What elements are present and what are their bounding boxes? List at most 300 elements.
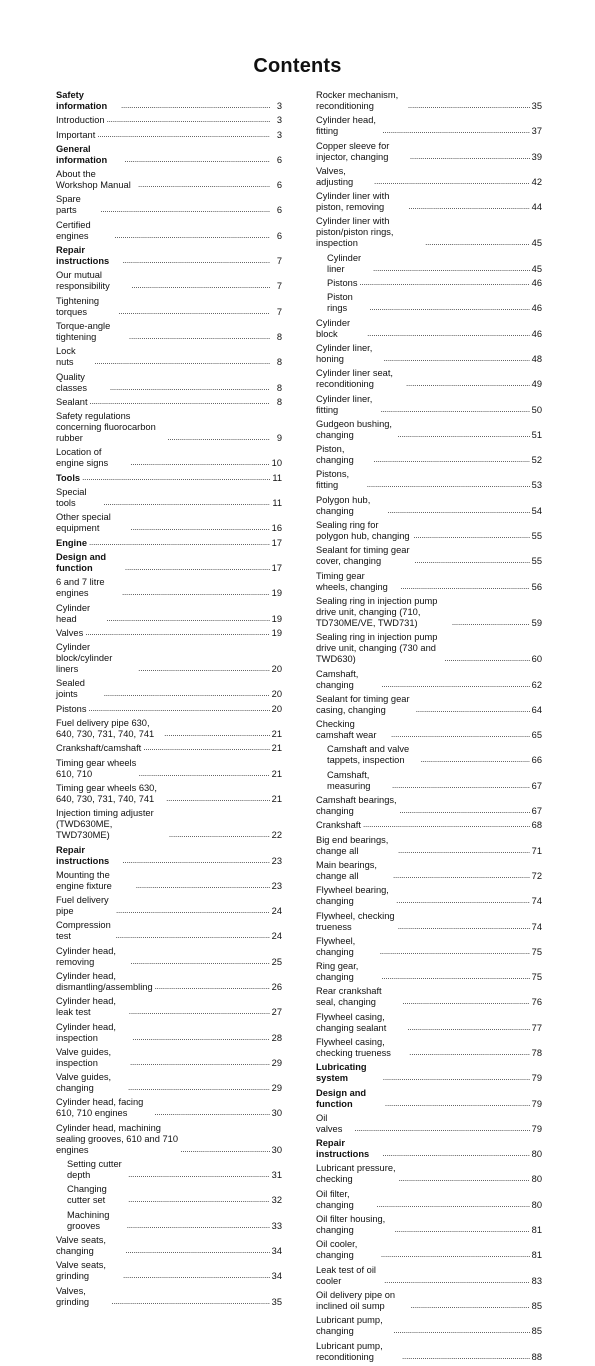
toc-entry-page: 21: [271, 768, 282, 779]
toc-entry[interactable]: [56, 397, 282, 408]
toc-entry-page: 65: [531, 730, 542, 741]
dot-leader: [155, 981, 270, 992]
toc-entry-label: Cylinder liner, honing: [316, 342, 373, 364]
toc-entry[interactable]: [316, 1113, 542, 1135]
toc-entry[interactable]: [316, 216, 542, 249]
toc-entry[interactable]: [316, 596, 542, 629]
toc-entry[interactable]: [56, 996, 282, 1018]
dot-leader: [381, 971, 529, 982]
toc-entry[interactable]: [316, 343, 542, 365]
toc-entry[interactable]: [56, 1072, 282, 1094]
toc-entry[interactable]: [56, 473, 282, 484]
dot-leader: [367, 479, 530, 490]
toc-entry-label: Sealant for timing gear casing, changing: [316, 693, 410, 715]
toc-entry-label: Fuel delivery pipe 630, 640, 730, 731, 740, 741: [56, 718, 155, 740]
toc-entry[interactable]: [316, 419, 542, 441]
toc-entry-page: 68: [531, 820, 542, 831]
toc-entry-page: 21: [271, 743, 282, 754]
toc-entry-page: 80: [531, 1199, 542, 1210]
toc-entry-label: Big end bearings, change all: [316, 834, 389, 856]
toc-entry-label: Design and function: [316, 1087, 367, 1109]
dot-leader: [381, 1249, 530, 1260]
dot-leader: [398, 921, 530, 932]
toc-entry-label: Oil filter housing, changing: [316, 1214, 386, 1236]
toc-entry-label: Crankshaft/camshaft: [56, 743, 142, 754]
toc-entry-page: 6: [276, 205, 282, 216]
toc-entry[interactable]: [56, 130, 282, 141]
toc-entry-page: 48: [531, 353, 542, 364]
toc-entry[interactable]: [316, 820, 542, 831]
toc-entry-page: 77: [531, 1022, 542, 1033]
toc-entry[interactable]: [316, 1189, 542, 1211]
toc-entry[interactable]: [316, 1012, 542, 1034]
toc-entry[interactable]: [316, 545, 542, 567]
toc-entry-label: Oil valves: [316, 1112, 343, 1134]
toc-entry[interactable]: [316, 936, 542, 958]
toc-entry-label: Ring gear, changing: [316, 961, 359, 983]
toc-entry[interactable]: [316, 520, 542, 542]
dot-leader: [129, 331, 270, 342]
dot-leader: [384, 353, 530, 364]
dot-leader: [138, 179, 270, 190]
toc-entry-label: Polygon hub, changing: [316, 494, 371, 516]
toc-entry-page: 11: [272, 498, 282, 509]
toc-entry[interactable]: [56, 603, 282, 625]
dot-leader: [393, 1325, 529, 1336]
toc-entry[interactable]: [56, 512, 282, 534]
toc-entry[interactable]: [56, 920, 282, 942]
toc-entry-page: 8: [276, 382, 282, 393]
toc-entry[interactable]: [56, 946, 282, 968]
toc-entry-label: Other special equipment: [56, 512, 111, 534]
toc-entry-label: Oil delivery pipe on inclined oil sump: [316, 1289, 396, 1311]
toc-entry[interactable]: [56, 169, 282, 191]
toc-entry-label: Spare parts: [56, 194, 81, 216]
toc-entry-label: Safety regulations concerning fluorocarbon rubber: [56, 411, 156, 444]
toc-entry[interactable]: [56, 346, 282, 368]
toc-entry[interactable]: [56, 577, 282, 599]
toc-entry-page: 3: [276, 129, 282, 140]
toc-entry[interactable]: [316, 166, 542, 188]
dot-leader: [383, 1148, 530, 1159]
toc-entry-page: 46: [531, 278, 542, 289]
toc-entry-label: Cylinder liner, fitting: [316, 393, 373, 415]
toc-entry-label: Compression test: [56, 920, 111, 942]
dot-leader: [125, 154, 271, 165]
toc-entry-label: Cylinder liner with piston, removing: [316, 191, 390, 213]
toc-entry-label: Camshaft and valve tappets, inspection: [327, 744, 410, 766]
toc-entry-label: Timing gear wheels, changing: [316, 570, 388, 592]
toc-entry-label: Camshaft, changing: [316, 668, 359, 690]
toc-entry[interactable]: [56, 1286, 282, 1308]
toc-entry-page: 23: [271, 880, 282, 891]
toc-entry-label: Oil filter, changing: [316, 1188, 354, 1210]
toc-entry-label: Safety information: [56, 90, 108, 111]
toc-entry-page: 11: [272, 472, 282, 483]
toc-entry-page: 8: [276, 357, 282, 368]
toc-entry-label: Certified engines: [56, 219, 91, 241]
toc-entry-page: 21: [271, 729, 282, 740]
toc-entry-label: Pistons, fitting: [316, 469, 350, 491]
toc-entry[interactable]: [56, 447, 282, 469]
toc-entry-label: Setting cutter depth: [67, 1159, 122, 1181]
toc-entry[interactable]: [316, 1290, 542, 1312]
toc-entry-page: 24: [271, 931, 282, 942]
dot-leader: [154, 1107, 269, 1118]
toc-entry[interactable]: [316, 1239, 542, 1261]
dot-leader: [123, 855, 270, 866]
dot-leader: [89, 703, 270, 714]
toc-entry-label: General information: [56, 143, 108, 165]
toc-entry-label: Flywheel casing, checking trueness: [316, 1036, 391, 1058]
toc-entry[interactable]: [316, 632, 542, 665]
dot-leader: [164, 728, 270, 739]
dot-leader: [381, 404, 530, 415]
toc-entry[interactable]: [316, 141, 542, 163]
toc-entry[interactable]: [316, 1265, 542, 1287]
dot-leader: [408, 100, 530, 111]
toc-entry-label: Valve seats, changing: [56, 1234, 106, 1256]
toc-entry-label: Cylinder head, facing 610, 710 engines: [56, 1097, 144, 1119]
toc-entry-label: Location of engine signs: [56, 447, 109, 469]
toc-entry-label: Tightening torques: [56, 295, 100, 317]
toc-entry-page: 42: [531, 176, 542, 187]
dot-leader: [398, 845, 530, 856]
dot-leader: [360, 277, 530, 288]
toc-entry[interactable]: [316, 1062, 542, 1084]
toc-entry-label: Fuel delivery pipe: [56, 895, 109, 917]
toc-entry-page: 76: [531, 997, 542, 1008]
toc-entry[interactable]: [316, 571, 542, 593]
toc-entry-page: 3: [276, 101, 282, 111]
toc-entry-page: 74: [531, 921, 542, 932]
dot-leader: [414, 555, 529, 566]
toc-entry[interactable]: [316, 744, 542, 766]
toc-entry[interactable]: [56, 1260, 282, 1282]
dot-leader: [136, 880, 270, 891]
toc-entry[interactable]: [316, 368, 542, 390]
toc-entry[interactable]: [56, 411, 282, 444]
toc-entry-page: 72: [531, 870, 542, 881]
dot-leader: [383, 125, 530, 136]
toc-entry-label: Lock nuts: [56, 346, 76, 368]
toc-entry-page: 54: [531, 505, 542, 516]
toc-entry[interactable]: [316, 469, 542, 491]
dot-leader: [369, 302, 529, 313]
toc-entry-label: Changing cutter set: [67, 1184, 107, 1206]
toc-entry-page: 81: [531, 1225, 542, 1236]
dot-leader: [166, 793, 270, 804]
dot-leader: [138, 663, 270, 674]
dot-leader: [103, 497, 270, 508]
toc-entry-page: 71: [531, 845, 542, 856]
dot-leader: [90, 396, 270, 407]
toc-entry-label: Gudgeon bushing, changing: [316, 418, 392, 440]
dot-leader: [118, 306, 270, 317]
toc-entry[interactable]: [316, 253, 542, 275]
toc-entry[interactable]: [56, 1022, 282, 1044]
dot-leader: [122, 587, 270, 598]
toc-entry[interactable]: [56, 704, 282, 715]
dot-leader: [82, 472, 270, 483]
toc-entry[interactable]: [316, 115, 542, 137]
toc-entry-page: 31: [271, 1170, 282, 1181]
toc-entry[interactable]: [56, 194, 282, 216]
dot-leader: [385, 1098, 530, 1109]
toc-entry-label: Flywheel bearing, changing: [316, 885, 389, 907]
dot-leader: [131, 956, 270, 967]
toc-entry[interactable]: [316, 394, 542, 416]
toc-entry[interactable]: [56, 538, 282, 549]
toc-entry[interactable]: [316, 885, 542, 907]
toc-entry-page: 81: [531, 1250, 542, 1261]
toc-entry-page: 55: [531, 531, 542, 542]
toc-entry[interactable]: [316, 860, 542, 882]
toc-entry[interactable]: [316, 90, 542, 112]
toc-entry-page: 44: [531, 202, 542, 213]
toc-entry[interactable]: [56, 1123, 282, 1156]
toc-entry[interactable]: [316, 986, 542, 1008]
dot-leader: [384, 1275, 530, 1286]
dot-leader: [408, 1022, 530, 1033]
toc-entry-label: Repair instructions: [316, 1138, 370, 1160]
toc-entry[interactable]: [56, 642, 282, 675]
toc-entry[interactable]: [316, 961, 542, 983]
page-title: Contents: [253, 55, 342, 77]
toc-entry-page: 6: [276, 180, 282, 191]
toc-entry[interactable]: [56, 895, 282, 917]
toc-entry-page: 8: [276, 331, 282, 342]
toc-entry[interactable]: [56, 808, 282, 841]
toc-entry[interactable]: [56, 220, 282, 242]
toc-entry-label: Flywheel, changing: [316, 935, 356, 957]
toc-entry[interactable]: [56, 1047, 282, 1069]
toc-entry[interactable]: [316, 444, 542, 466]
toc-entry-label: Repair instructions: [56, 844, 110, 866]
toc-entry[interactable]: [56, 245, 282, 267]
toc-entry[interactable]: [56, 783, 282, 805]
toc-entry-label: Cylinder block/cylinder liners: [56, 642, 113, 675]
toc-entry[interactable]: [316, 1138, 542, 1160]
toc-entry-label: Rocker mechanism, reconditioning: [316, 90, 399, 111]
toc-entry[interactable]: [316, 1088, 542, 1110]
dot-leader: [129, 1006, 270, 1017]
toc-entry-page: 46: [531, 328, 542, 339]
dot-leader: [139, 768, 270, 779]
toc-entry-page: 66: [531, 755, 542, 766]
toc-entry-label: Lubricant pump, changing: [316, 1315, 383, 1337]
dot-leader: [127, 1220, 270, 1231]
toc-entry[interactable]: [316, 669, 542, 691]
toc-entry[interactable]: [316, 278, 542, 289]
toc-entry-label: Timing gear wheels 610, 710: [56, 757, 137, 779]
dot-leader: [110, 382, 270, 393]
toc-entry[interactable]: [56, 296, 282, 318]
toc-entry-label: Introduction: [56, 115, 105, 126]
toc-entry-label: Flywheel, checking trueness: [316, 910, 395, 932]
dot-leader: [123, 1270, 270, 1281]
toc-entry-page: 3: [276, 115, 282, 126]
dot-leader: [373, 263, 530, 274]
toc-entry-label: Lubricant pump, reconditioning: [316, 1340, 383, 1362]
toc-entry-page: 29: [271, 1083, 282, 1094]
dot-leader: [400, 581, 529, 592]
toc-entry-label: Machining grooves: [67, 1209, 110, 1231]
toc-entry[interactable]: [56, 1159, 282, 1181]
toc-entry-page: 6: [276, 154, 282, 165]
toc-entry[interactable]: [56, 115, 282, 126]
toc-entry-label: Repair instructions: [56, 245, 110, 267]
toc-entry[interactable]: [56, 144, 282, 166]
dot-leader: [97, 129, 270, 140]
dot-leader: [380, 946, 530, 957]
toc-entry-page: 7: [276, 256, 282, 267]
toc-entry-page: 85: [531, 1326, 542, 1337]
toc-entry-label: Cylinder liner: [327, 252, 362, 274]
toc-entry[interactable]: [56, 1184, 282, 1206]
toc-entry[interactable]: [56, 971, 282, 993]
toc-entry-label: Sealant: [56, 396, 88, 407]
toc-entry[interactable]: [56, 758, 282, 780]
toc-entry-page: 79: [531, 1073, 542, 1084]
toc-entry-label: Important: [56, 129, 96, 140]
toc-entry[interactable]: [56, 372, 282, 394]
toc-entry[interactable]: [316, 191, 542, 213]
toc-entry[interactable]: [316, 292, 542, 314]
toc-entry-page: 51: [531, 429, 542, 440]
toc-entry-label: Camshaft, measuring: [327, 769, 371, 791]
toc-entry-page: 21: [271, 793, 282, 804]
dot-leader: [406, 378, 530, 389]
toc-entry-page: 67: [531, 780, 542, 791]
toc-entry-label: Tools: [56, 472, 81, 483]
toc-entry[interactable]: [316, 719, 542, 741]
dot-leader: [125, 1245, 269, 1256]
toc-entry-label: Piston rings: [327, 292, 353, 314]
toc-entry[interactable]: [56, 1235, 282, 1257]
toc-entry-page: 46: [531, 303, 542, 314]
toc-entry-label: Cylinder liner seat, reconditioning: [316, 368, 393, 390]
toc-entry[interactable]: [316, 318, 542, 340]
toc-entry-page: 29: [271, 1057, 282, 1068]
toc-entry-page: 85: [531, 1300, 542, 1311]
toc-entry[interactable]: [316, 795, 542, 817]
dot-leader: [402, 996, 529, 1007]
toc-entry-page: 22: [271, 830, 282, 841]
toc-entry-label: About the Workshop Manual: [56, 169, 131, 191]
dot-leader: [143, 742, 269, 753]
toc-entry[interactable]: [56, 321, 282, 343]
toc-entry-label: Valve guides, inspection: [56, 1046, 112, 1068]
dot-leader: [395, 1224, 530, 1235]
toc-entry-label: Cylinder head, inspection: [56, 1021, 116, 1043]
contents-column-right: [316, 90, 542, 1366]
toc-entry-page: 67: [531, 806, 542, 817]
toc-entry-label: Torque-angle tightening: [56, 320, 111, 342]
toc-entry[interactable]: [316, 495, 542, 517]
toc-entry[interactable]: [316, 1163, 542, 1185]
toc-entry-page: 79: [531, 1123, 542, 1134]
toc-entry[interactable]: [56, 1210, 282, 1232]
dot-leader: [396, 895, 529, 906]
toc-entry[interactable]: [56, 743, 282, 754]
dot-leader: [452, 617, 530, 628]
toc-entry[interactable]: [316, 770, 542, 792]
toc-entry[interactable]: [56, 552, 282, 574]
toc-entry-page: 75: [531, 946, 542, 957]
toc-entry-page: 20: [271, 689, 282, 700]
toc-entry-page: 26: [271, 981, 282, 992]
toc-entry-label: Sealed joints: [56, 678, 85, 700]
toc-entry-page: 20: [271, 703, 282, 714]
dot-leader: [413, 530, 529, 541]
toc-entry-page: 20: [271, 664, 282, 675]
toc-entry[interactable]: [56, 845, 282, 867]
toc-entry[interactable]: [56, 870, 282, 892]
toc-entry-page: 7: [276, 306, 282, 317]
toc-entry-page: 59: [531, 617, 542, 628]
dot-leader: [128, 1169, 270, 1180]
dot-leader: [416, 704, 530, 715]
toc-entry[interactable]: [316, 1341, 542, 1363]
toc-entry-page: 35: [531, 101, 542, 111]
toc-entry[interactable]: [316, 1214, 542, 1236]
dot-leader: [402, 1351, 530, 1362]
toc-entry-page: 16: [271, 523, 282, 534]
toc-entry-page: 19: [271, 627, 282, 638]
toc-entry[interactable]: [56, 90, 282, 112]
dot-leader: [399, 805, 529, 816]
toc-entry-label: Main bearings, change all: [316, 859, 377, 881]
toc-entry-page: 39: [531, 151, 542, 162]
dot-leader: [128, 1194, 270, 1205]
toc-entry[interactable]: [316, 1315, 542, 1337]
dot-leader: [132, 1032, 269, 1043]
toc-entry-page: 10: [271, 458, 282, 469]
toc-entry[interactable]: [316, 835, 542, 857]
toc-entry-label: Injection timing adjuster (TWD630ME, TWD730ME): [56, 808, 154, 841]
toc-entry[interactable]: [56, 718, 282, 740]
toc-entry[interactable]: [56, 628, 282, 639]
toc-entry[interactable]: [316, 911, 542, 933]
toc-entry-label: Sealing ring in injection pump drive unit, changing (710, TD730ME/VE, TWD731): [316, 595, 438, 628]
dot-leader: [388, 505, 530, 516]
toc-entry[interactable]: [56, 270, 282, 292]
toc-entry[interactable]: [56, 678, 282, 700]
dot-leader: [409, 1047, 529, 1058]
toc-entry-label: Pistons: [327, 278, 358, 289]
toc-entry-label: Cylinder head: [56, 602, 91, 624]
toc-entry-page: 30: [271, 1144, 282, 1155]
toc-entry-page: 56: [531, 581, 542, 592]
toc-entry[interactable]: [56, 1097, 282, 1119]
toc-entry-label: Valves, adjusting: [316, 165, 354, 187]
toc-entry-page: 33: [271, 1220, 282, 1231]
toc-entry[interactable]: [316, 1037, 542, 1059]
toc-entry-label: Cylinder head, leak test: [56, 996, 116, 1018]
toc-entry-page: 60: [531, 654, 542, 665]
toc-entry[interactable]: [56, 487, 282, 509]
toc-entry-page: 88: [531, 1351, 542, 1362]
dot-leader: [112, 1296, 270, 1307]
toc-entry-label: Rear crankshaft seal, changing: [316, 986, 382, 1008]
dot-leader: [374, 176, 530, 187]
dot-leader: [106, 613, 269, 624]
toc-entry-label: Cylinder block: [316, 317, 351, 339]
dot-leader: [381, 679, 529, 690]
toc-entry-page: 74: [531, 896, 542, 907]
toc-entry[interactable]: [316, 694, 542, 716]
